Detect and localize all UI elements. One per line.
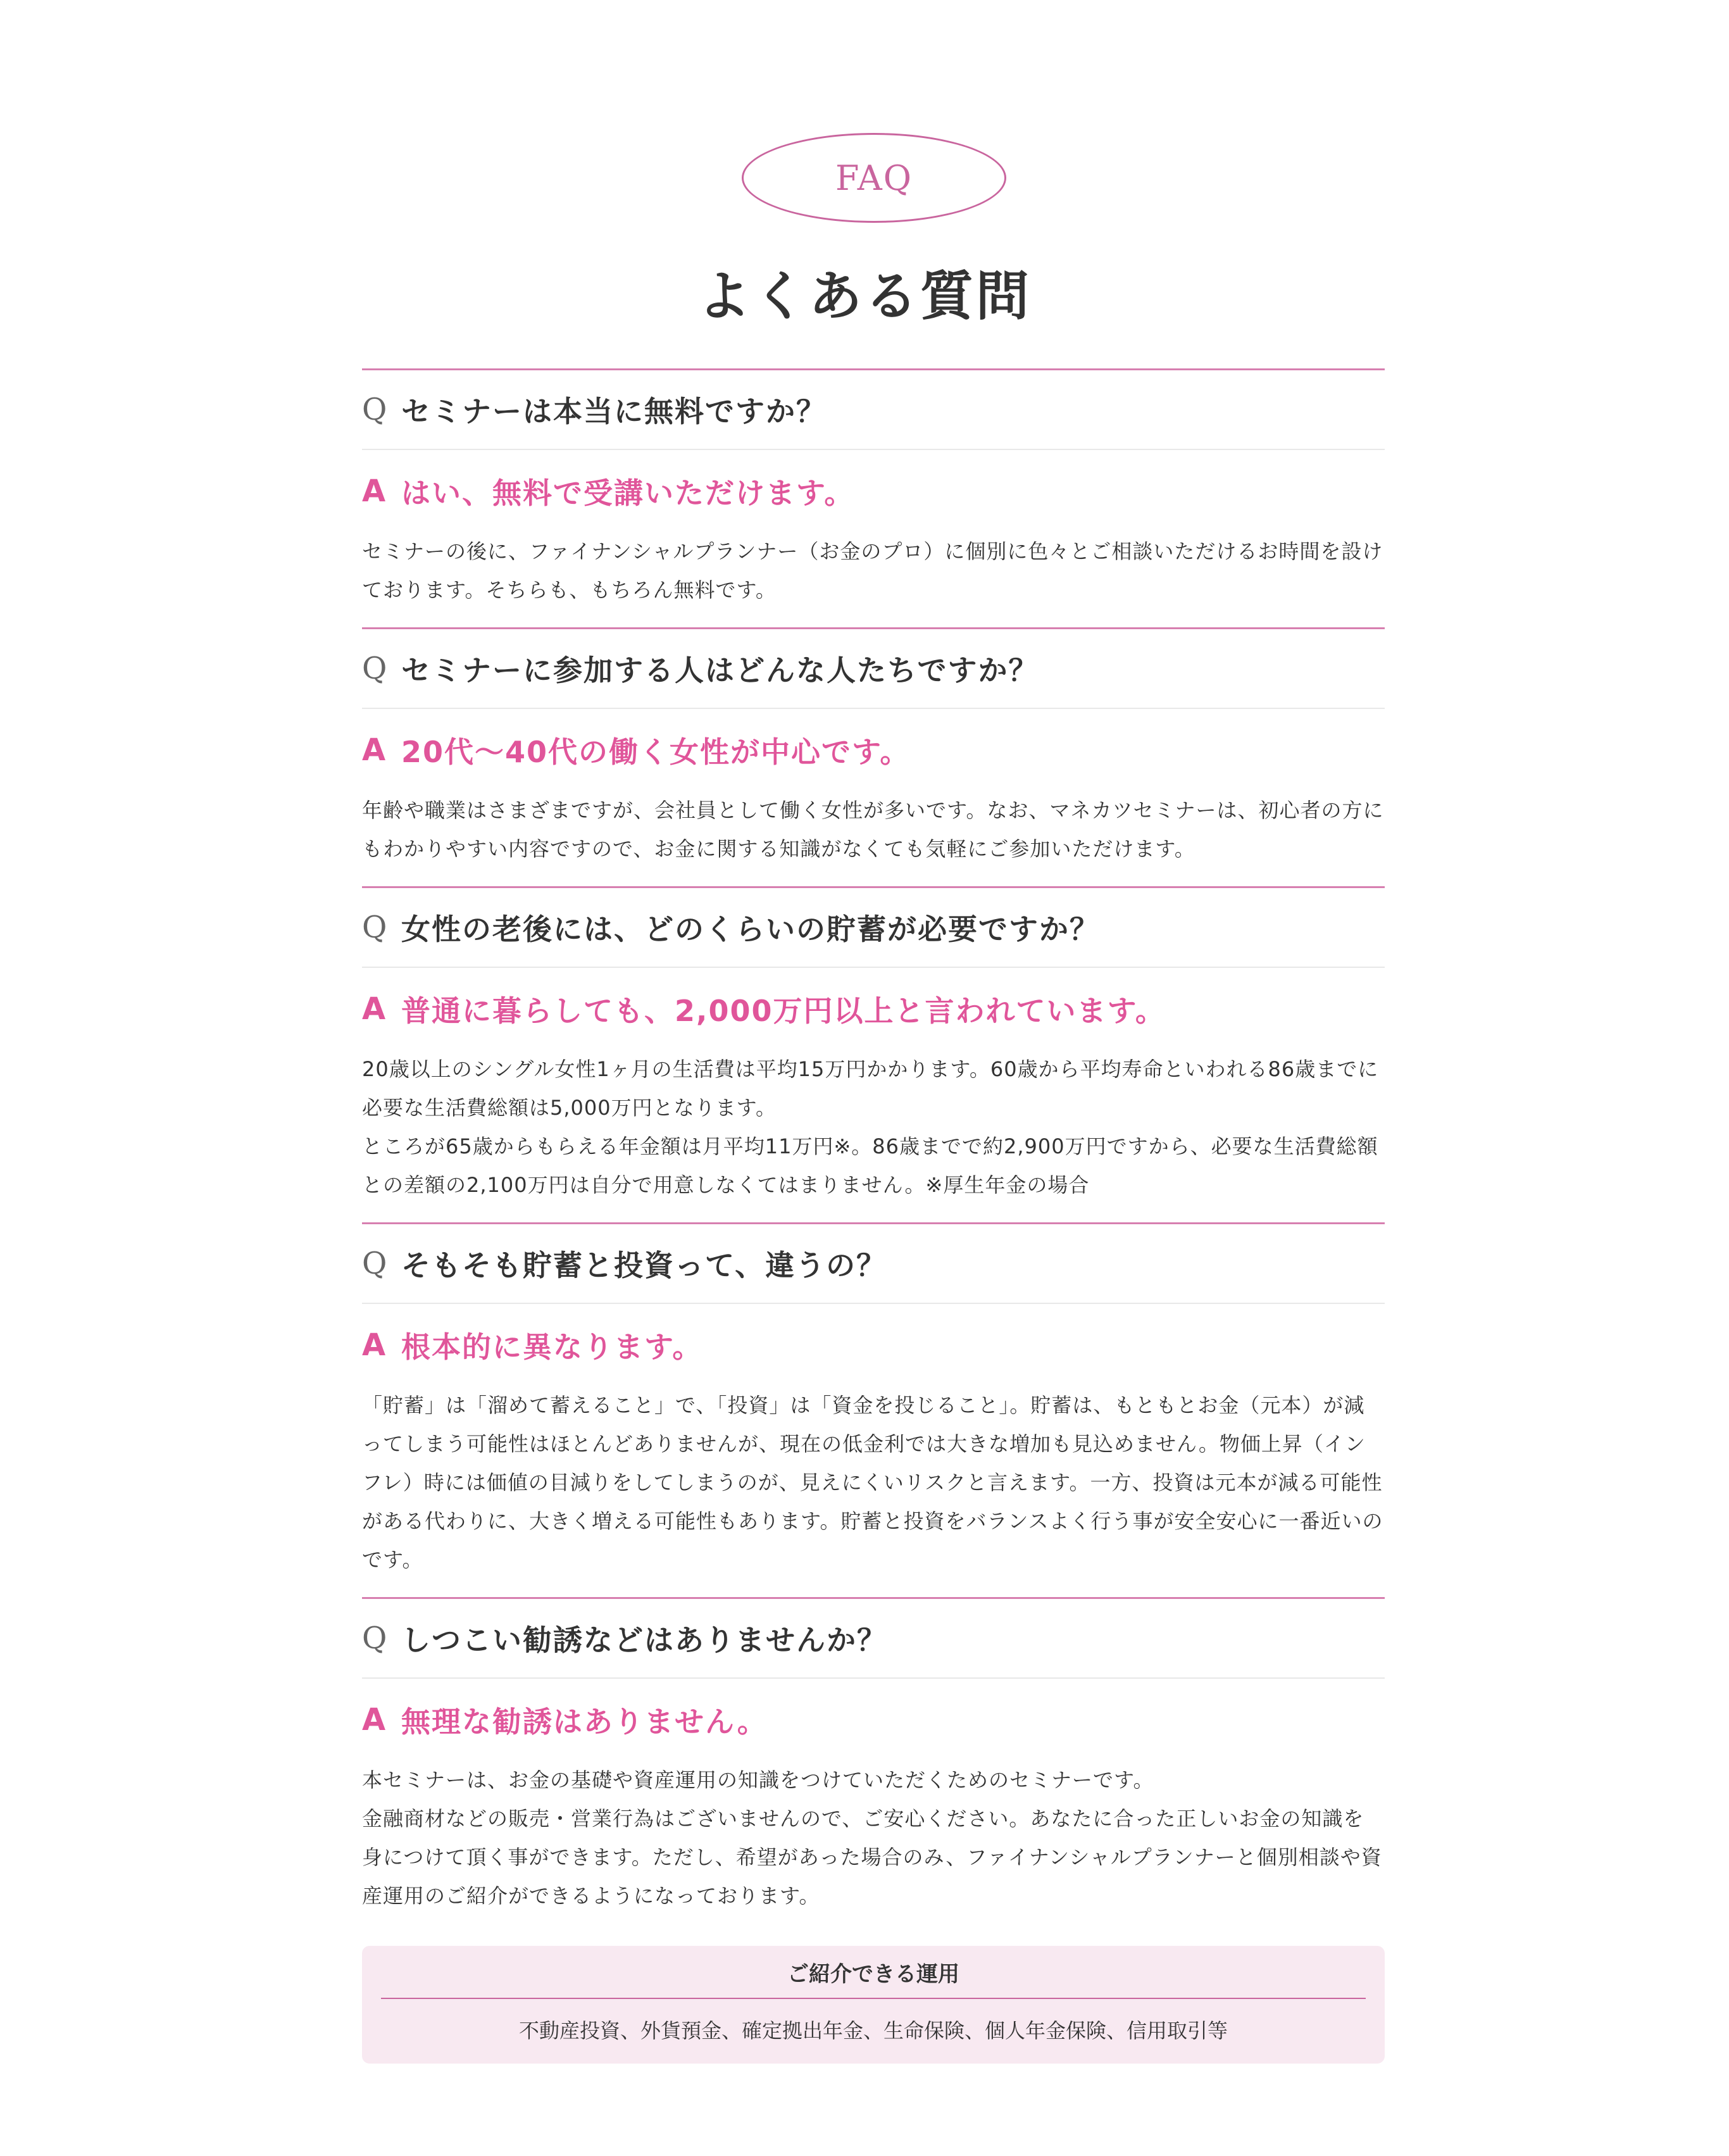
faq-badge <box>742 133 1006 223</box>
faq-item <box>362 627 1385 886</box>
available-investments-box <box>362 1946 1385 2064</box>
answer-paragraph: 金融商材などの販売・営業行為はございませんので、ご安心ください。あなたに合った正しいお金の知識を身につけて頂く事ができます。ただし、希望があった場合のみ、ファイナンシャルプランナーと個別相談や資産運用のご紹介ができるようになっております。 <box>362 1807 1382 1908</box>
answer-paragraph: セミナーの後に、ファイナンシャルプランナー（お金のプロ）に個別に色々とご相談いただけるお時間を設けております。そちらも、もちろん無料です。 <box>362 539 1383 602</box>
question-text: そもそも貯蓄と投資って、違うの？ <box>401 1248 887 1282</box>
answer-title: はい、無料で受講いただけます。 <box>401 476 855 510</box>
answer-mark-icon: A <box>362 1327 386 1363</box>
answer-mark-icon: A <box>362 732 386 768</box>
answer-mark-icon: A <box>362 991 386 1027</box>
faq-answer-heading <box>362 1679 1385 1761</box>
answer-body <box>362 1050 1385 1205</box>
answer-paragraph: 年齢や職業はさまざまですが、会社員として働く女性が多いです。なお、マネカツセミナーは、初心者の方にもわかりやすい内容ですので、お金に関する知識がなくても気軽にご参加いただけます。 <box>362 798 1384 861</box>
faq-question <box>362 629 1385 709</box>
question-text: 女性の老後には、どのくらいの貯蓄が必要ですか？ <box>401 912 1100 946</box>
answer-paragraph: ところが65歳からもらえる年金額は月平均11万円※。86歳までで約2,900万円ですから、必要な生活費総額との差額の2,100万円は自分で用意しなくてはまりません。※厚生年金の場合 <box>362 1134 1378 1197</box>
answer-paragraph: 20歳以上のシングル女性1ヶ月の生活費は平均15万円かかります。60歳から平均寿命といわれる86歳までに必要な生活費総額は5,000万円となります。 <box>362 1057 1379 1120</box>
faq-question <box>362 1224 1385 1304</box>
faq-item <box>362 368 1385 627</box>
answer-body <box>362 1386 1385 1579</box>
faq-badge-label: FAQ <box>835 158 913 198</box>
question-mark-icon: Q <box>362 1620 387 1656</box>
faq-answer-heading <box>362 968 1385 1050</box>
faq-question <box>362 370 1385 450</box>
faq-item <box>362 886 1385 1222</box>
question-mark-icon: Q <box>362 392 387 427</box>
answer-mark-icon: A <box>362 1702 386 1738</box>
answer-title: 20代～40代の働く女性が中心です。 <box>401 735 911 769</box>
faq-question <box>362 888 1385 968</box>
question-mark-icon: Q <box>362 1246 387 1281</box>
available-investments-title: ご紹介できる運用 <box>381 1946 1366 1999</box>
page-title: よくある質問 <box>697 265 1032 327</box>
answer-body <box>362 1761 1385 1915</box>
faq-list <box>362 368 1385 2081</box>
answer-title: 無理な勧誘はありません。 <box>401 1705 768 1739</box>
faq-item <box>362 1222 1385 1597</box>
question-mark-icon: Q <box>362 910 387 945</box>
question-text: セミナーに参加する人はどんな人たちですか？ <box>401 653 1039 687</box>
faq-answer-heading <box>362 450 1385 532</box>
answer-paragraph: 「貯蓄」は「溜めて蓄えること」で、「投資」は「資金を投じること」。貯蓄は、もともとお金（元本）が減ってしまう可能性はほとんどありませんが、現在の低金利では大きな増加も見込めません。物価上昇（インフレ）時には価値の目減りをしてしまうのが、見えにくいリスクと言えます。一方、投資は元本が減る可能性がある代わりに、大きく増える可能性もあります。貯蓄と投資をバランスよく行う事が安全安心に一番近いのです。 <box>362 1393 1383 1572</box>
answer-body <box>362 532 1385 610</box>
question-text: セミナーは本当に無料ですか？ <box>401 394 827 429</box>
faq-question <box>362 1599 1385 1679</box>
faq-answer-heading <box>362 1304 1385 1386</box>
answer-title: 根本的に異なります。 <box>401 1330 703 1364</box>
answer-title: 普通に暮らしても、2,000万円以上と言われています。 <box>401 994 1166 1028</box>
question-mark-icon: Q <box>362 651 387 686</box>
answer-mark-icon: A <box>362 473 386 509</box>
faq-answer-heading <box>362 709 1385 791</box>
faq-item <box>362 1597 1385 2081</box>
available-investments-list: 不動産投資、外貨預金、確定拠出年金、生命保険、個人年金保険、信用取引等 <box>518 2019 1228 2043</box>
answer-paragraph: 本セミナーは、お金の基礎や資産運用の知識をつけていただくためのセミナーです。 <box>362 1768 1154 1792</box>
answer-body <box>362 791 1385 868</box>
question-text: しつこい勧誘などはありませんか？ <box>401 1623 887 1657</box>
